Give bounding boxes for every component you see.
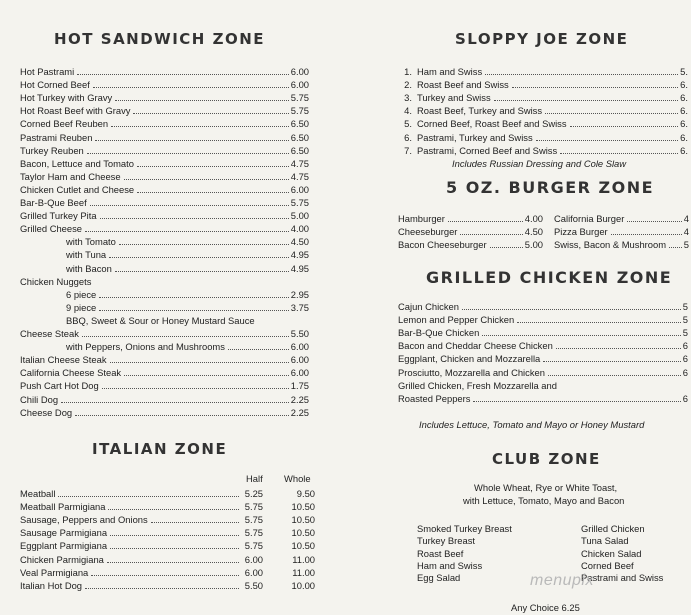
menu-item-price: 1.75 (290, 380, 309, 392)
dot-leader (494, 100, 679, 101)
dot-leader (448, 221, 523, 222)
menu-item-price: 3.75 (290, 301, 309, 313)
menu-item-number: 6. (404, 131, 412, 143)
menu-item-name: Corned Beef Reuben (20, 118, 109, 130)
dot-leader (137, 166, 289, 167)
menu-item-row (554, 212, 689, 225)
grilled-chicken-note: Includes Lettuce, Tomato and Mayo or Honey Mustard (419, 419, 645, 430)
menu-item-row (398, 225, 543, 238)
menu-item-row (20, 513, 315, 526)
club-item-name: Tuna Salad (581, 535, 629, 547)
menu-item-name: Push Cart Hot Dog (20, 380, 99, 392)
dot-leader (77, 74, 289, 75)
dot-leader (485, 74, 678, 75)
menu-item-name: Cajun Chicken (398, 301, 459, 312)
dot-leader (556, 348, 681, 349)
menu-item-name: Chili Dog (20, 393, 59, 405)
menu-item-price: 6. (680, 92, 688, 104)
menu-item-name: Chicken Nuggets (20, 275, 92, 287)
dot-leader (82, 336, 289, 337)
menu-item-row (20, 314, 309, 327)
menu-item-price: 4.75 (290, 170, 309, 182)
menu-item-price: 5.00 (524, 239, 543, 251)
dot-leader (99, 297, 289, 298)
dot-leader (462, 309, 681, 310)
dot-leader (110, 535, 239, 536)
menu-item-price: 5.50 (290, 328, 309, 339)
dot-leader (124, 375, 289, 376)
menu-item-row (398, 65, 688, 78)
menu-item-price: 6.00 (290, 183, 309, 195)
menu-item-row (398, 326, 688, 339)
menu-item-price: 6.00 (290, 354, 309, 366)
menu-item-row (20, 539, 315, 552)
menu-item-price: 6.00 (290, 341, 309, 353)
whole-price: 10.50 (291, 514, 315, 526)
menu-item-price: 4.95 (290, 262, 309, 274)
menu-item-name: Corned Beef, Roast Beef and Swiss (417, 118, 567, 130)
menu-item-price: 6 (682, 392, 688, 404)
menu-item-price: 6 (682, 366, 688, 378)
menu-item-row (20, 222, 309, 235)
menu-item-row (20, 275, 309, 288)
menu-item-number: 7. (404, 144, 412, 156)
dot-leader (512, 87, 678, 88)
half-price: 6.00 (244, 566, 263, 578)
whole-price: 9.50 (296, 488, 315, 499)
club-item-name: Egg Salad (417, 572, 461, 584)
whole-price: 10.50 (291, 540, 315, 552)
half-price: 5.75 (244, 540, 263, 552)
club-item-name: Roast Beef (417, 547, 464, 559)
menu-item-price: 6.00 (290, 79, 309, 91)
menu-item-price: 6.50 (290, 144, 309, 156)
menu-item-row (20, 248, 309, 261)
dot-leader (107, 562, 239, 563)
dot-leader (669, 247, 682, 248)
menu-item-row (20, 366, 309, 379)
menu-item-row (20, 526, 315, 539)
menu-item-row (417, 522, 567, 535)
dot-leader (460, 234, 522, 235)
dot-leader (570, 126, 679, 127)
menu-item-price: 4 (683, 226, 689, 238)
menu-item-price: 6. (680, 118, 688, 130)
menu-item-name: Hamburger (398, 213, 445, 224)
club-heading: CLUB ZONE (492, 450, 601, 468)
club-item-name: Grilled Chicken (581, 523, 645, 534)
dot-leader (543, 361, 681, 362)
menu-item-row (20, 65, 309, 78)
menu-item-row (398, 339, 688, 352)
menu-item-row (554, 225, 689, 238)
menu-item-row (20, 340, 309, 353)
menu-item-price: 4.75 (290, 157, 309, 169)
dot-leader (85, 231, 289, 232)
half-price: 5.50 (244, 579, 263, 591)
menu-item-row (398, 91, 688, 104)
menu-item-row (20, 209, 309, 222)
dot-leader (91, 575, 239, 576)
menu-item-price: 5 (682, 327, 688, 339)
menu-item-price: 4.00 (290, 223, 309, 235)
dot-leader (100, 218, 289, 219)
menu-item-number: 5. (404, 118, 412, 130)
menu-item-name: with Tomato (66, 236, 116, 248)
menu-item-row (417, 534, 567, 547)
menu-item-row (20, 301, 309, 314)
hot-sandwich-heading: HOT SANDWICH ZONE (54, 30, 266, 48)
menu-item-price: 6.00 (290, 66, 309, 77)
menu-item-name: Bar-B-Que Chicken (398, 327, 480, 339)
menu-item-row (398, 117, 688, 130)
menu-item-number: 3. (404, 92, 412, 104)
menu-item-price: 4 (683, 213, 689, 224)
menu-item-row (20, 117, 309, 130)
grilled-chicken-heading: GRILLED CHICKEN ZONE (426, 268, 673, 287)
sloppy-joe-heading: SLOPPY JOE ZONE (455, 30, 629, 48)
club-item-name: Chicken Salad (581, 547, 642, 559)
dot-leader (95, 140, 288, 141)
menu-item-price: 6.50 (290, 118, 309, 130)
menu-item-row (398, 238, 543, 251)
italian-half-header: Half (246, 473, 263, 484)
sloppy-joe-note: Includes Russian Dressing and Cole Slaw (452, 158, 627, 169)
menu-item-name: Cheese Steak (20, 328, 79, 339)
menu-item-row (398, 366, 688, 379)
menu-item-name: Ham and Swiss (417, 66, 483, 77)
menu-item-name: Hot Pastrami (20, 66, 75, 77)
whole-price: 10.50 (291, 527, 315, 539)
menu-item-name: Grilled Turkey Pita (20, 210, 97, 222)
menu-item-name: Roast Beef and Swiss (417, 79, 509, 91)
menu-item-name: Roasted Peppers (398, 392, 471, 404)
menu-item-price: 5.00 (290, 210, 309, 222)
dot-leader (611, 234, 682, 235)
menu-item-name: with Peppers, Onions and Mushrooms (66, 341, 225, 353)
half-price: 5.75 (244, 527, 263, 539)
whole-price: 10.00 (291, 579, 315, 591)
menu-item-name: Roast Beef, Turkey and Swiss (417, 105, 543, 117)
dot-leader (110, 362, 289, 363)
menu-item-row (398, 131, 688, 144)
menu-item-price: 6 (682, 340, 688, 352)
club-item-name: Smoked Turkey Breast (417, 523, 512, 534)
menu-item-name: Italian Cheese Steak (20, 354, 107, 366)
italian-heading: ITALIAN ZONE (92, 440, 228, 458)
dot-leader (151, 522, 239, 523)
menu-item-row (554, 238, 689, 251)
dot-leader (627, 221, 681, 222)
dot-leader (560, 153, 678, 154)
menu-item-price: 5 (682, 314, 688, 326)
menu-item-row (398, 313, 688, 326)
menu-item-row (20, 393, 309, 406)
dot-leader (517, 322, 681, 323)
menu-item-name: Taylor Ham and Cheese (20, 170, 121, 182)
menu-item-row (20, 262, 309, 275)
dot-leader (536, 140, 679, 141)
menu-item-number: 1. (404, 66, 412, 77)
watermark-text: menupix (530, 572, 594, 589)
menu-item-name: Swiss, Bacon & Mushroom (554, 239, 667, 251)
club-any-choice: Any Choice 6.25 (511, 602, 580, 613)
menu-item-row (20, 144, 309, 157)
menu-item-name: BBQ, Sweet & Sour or Honey Mustard Sauce (66, 314, 255, 326)
menu-item-row (20, 183, 309, 196)
menu-item-row (20, 566, 315, 579)
dot-leader (58, 496, 239, 497)
menu-item-row (20, 406, 309, 419)
menu-item-price: 6. (680, 131, 688, 143)
menu-item-price: 5 (682, 301, 688, 312)
menu-item-price: 4.95 (290, 249, 309, 261)
club-item-name: Pastrami and Swiss (581, 572, 664, 584)
dot-leader (133, 113, 288, 114)
dot-leader (490, 247, 523, 248)
dot-leader (111, 126, 289, 127)
menu-item-row (20, 579, 315, 592)
dot-leader (87, 153, 289, 154)
dot-leader (102, 388, 289, 389)
menu-item-row (581, 534, 691, 547)
menu-item-row (398, 379, 688, 392)
menu-item-row (20, 157, 309, 170)
menu-item-name: Turkey Reuben (20, 144, 84, 156)
menu-item-name: Meatball (20, 488, 56, 499)
menu-item-row (20, 500, 315, 513)
menu-item-row (417, 559, 567, 572)
menu-item-price: 2.25 (290, 406, 309, 418)
menu-item-row (20, 170, 309, 183)
menu-item-row (20, 553, 315, 566)
menu-item-row (20, 353, 309, 366)
menu-item-price: 6 (682, 353, 688, 365)
menu-item-price: 6. (680, 144, 688, 156)
menu-item-row (20, 487, 315, 500)
menu-item-name: Cheeseburger (398, 226, 458, 238)
menu-item-row (20, 196, 309, 209)
dot-leader (85, 588, 239, 589)
menu-item-price: 6.00 (290, 367, 309, 379)
menu-item-name: Italian Hot Dog (20, 579, 83, 591)
menu-item-row (398, 212, 543, 225)
dot-leader (108, 509, 239, 510)
menu-item-name: Bar-B-Que Beef (20, 197, 87, 208)
dot-leader (228, 349, 289, 350)
menu-item-name: 9 piece (66, 301, 97, 313)
menu-item-row (20, 379, 309, 392)
dot-leader (99, 310, 289, 311)
menu-item-price: 4.50 (290, 236, 309, 248)
menu-item-name: Eggplant, Chicken and Mozzarella (398, 353, 541, 365)
menu-item-name: with Bacon (66, 262, 112, 274)
menu-item-name: Hot Corned Beef (20, 79, 90, 91)
menu-item-name: Pastrami Reuben (20, 131, 93, 143)
menu-item-row (20, 78, 309, 91)
half-price: 5.25 (244, 488, 263, 499)
menu-item-name: Chicken Parmigiana (20, 553, 104, 565)
menu-item-row (417, 547, 567, 560)
club-item-name: Turkey Breast (417, 535, 476, 547)
dot-leader (137, 192, 289, 193)
menu-item-price: 5.75 (290, 197, 309, 208)
dot-leader (115, 100, 289, 101)
menu-item-name: Chicken Cutlet and Cheese (20, 183, 135, 195)
menu-item-number: 4. (404, 105, 412, 117)
dot-leader (90, 205, 289, 206)
menu-item-row (20, 91, 309, 104)
menu-item-price: 5 (683, 239, 689, 251)
menu-item-price: 2.95 (290, 288, 309, 300)
menu-item-price: 4.50 (524, 226, 543, 238)
menu-item-price: 4.00 (524, 213, 543, 224)
dot-leader (109, 257, 289, 258)
menu-item-name: Pizza Burger (554, 226, 608, 238)
menu-item-price: 6. (680, 79, 688, 91)
dot-leader (119, 244, 289, 245)
half-price: 5.75 (244, 501, 263, 513)
menu-item-price: 2.25 (290, 393, 309, 405)
menu-item-name: Eggplant Parmigiana (20, 540, 108, 552)
menu-item-row (20, 327, 309, 340)
menu-item-row (581, 559, 691, 572)
menu-item-row (398, 352, 688, 365)
dot-leader (545, 113, 678, 114)
menu-item-name: Meatball Parmigiana (20, 501, 106, 513)
club-item-name: Ham and Swiss (417, 559, 483, 571)
club-description-line1: Whole Wheat, Rye or White Toast, (474, 482, 618, 493)
menu-item-name: Cheese Dog (20, 406, 73, 418)
dot-leader (75, 415, 289, 416)
dot-leader (110, 548, 239, 549)
half-price: 5.75 (244, 514, 263, 526)
menu-item-row (581, 571, 691, 584)
club-item-name: Corned Beef (581, 559, 634, 571)
burger-heading: 5 OZ. BURGER ZONE (446, 178, 655, 197)
menu-item-price: 5.75 (290, 105, 309, 117)
menu-item-name: Prosciutto, Mozzarella and Chicken (398, 366, 545, 378)
menu-item-name: Sausage Parmigiana (20, 527, 108, 539)
whole-price: 10.50 (291, 501, 315, 513)
dot-leader (93, 87, 289, 88)
dot-leader (548, 375, 681, 376)
menu-item-name: Veal Parmigiana (20, 566, 89, 578)
menu-item-name: Pastrami, Turkey and Swiss (417, 131, 533, 143)
menu-item-price: 6. (680, 105, 688, 117)
menu-item-name: Pastrami, Corned Beef and Swiss (417, 144, 558, 156)
menu-item-name: Sausage, Peppers and Onions (20, 514, 148, 526)
menu-item-name: Turkey and Swiss (417, 92, 491, 104)
menu-item-name: Bacon Cheeseburger (398, 239, 487, 251)
half-price: 6.00 (244, 553, 263, 565)
menu-item-number: 2. (404, 79, 412, 91)
dot-leader (115, 271, 289, 272)
menu-item-name: 6 piece (66, 288, 97, 300)
whole-price: 11.00 (292, 566, 315, 578)
menu-item-name: Hot Turkey with Gravy (20, 92, 113, 104)
dot-leader (124, 179, 289, 180)
menu-item-row (581, 547, 691, 560)
menu-item-name: Hot Roast Beef with Gravy (20, 105, 131, 117)
menu-item-price: 5. (680, 66, 688, 77)
club-description-line2: with Lettuce, Tomato, Mayo and Bacon (463, 495, 625, 506)
menu-item-row (20, 235, 309, 248)
menu-item-row (398, 104, 688, 117)
menu-item-price: 5.75 (290, 92, 309, 104)
menu-item-row (20, 104, 309, 117)
dot-leader (61, 402, 289, 403)
menu-item-name: Lemon and Pepper Chicken (398, 314, 515, 326)
menu-item-row (581, 522, 691, 535)
menu-item-name: Bacon, Lettuce and Tomato (20, 157, 134, 169)
menu-item-name: with Tuna (66, 249, 107, 261)
dot-leader (482, 335, 681, 336)
menu-item-row (398, 78, 688, 91)
italian-whole-header: Whole (284, 473, 311, 484)
menu-item-name: Grilled Chicken, Fresh Mozzarella and (398, 379, 557, 391)
menu-item-row (398, 300, 688, 313)
menu-item-row (20, 131, 309, 144)
menu-item-name: Bacon and Cheddar Cheese Chicken (398, 340, 553, 352)
menu-item-name: California Cheese Steak (20, 367, 122, 379)
menu-item-row (398, 144, 688, 157)
menu-item-row (398, 392, 688, 405)
menu-item-price: 6.50 (290, 131, 309, 143)
menu-item-name: Grilled Cheese (20, 223, 83, 235)
dot-leader (473, 401, 680, 402)
whole-price: 11.00 (292, 553, 315, 565)
menu-item-row (20, 288, 309, 301)
menu-item-name: California Burger (554, 213, 625, 224)
